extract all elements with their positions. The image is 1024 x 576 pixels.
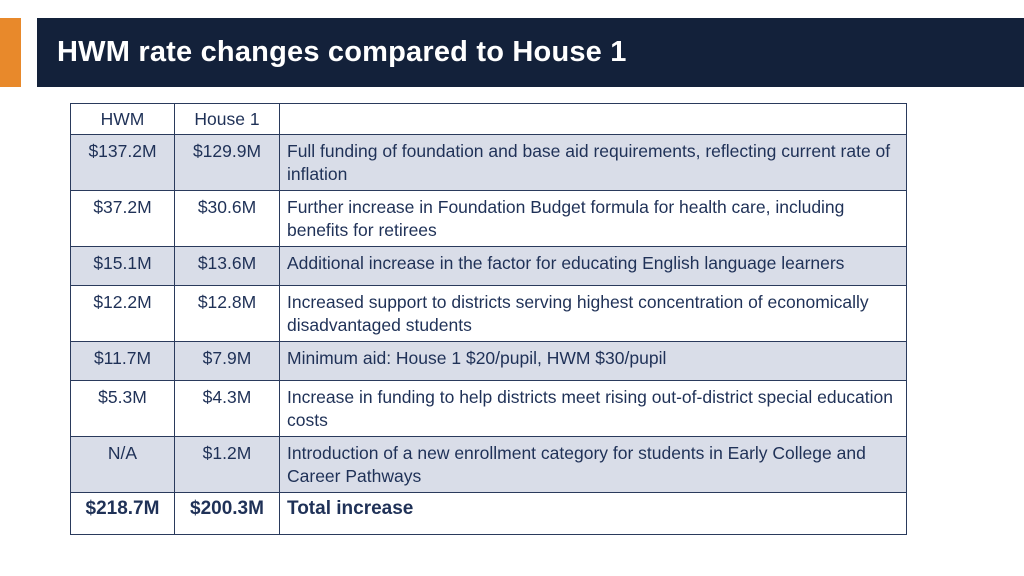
- hwm-cell: $37.2M: [71, 191, 175, 247]
- house-cell: $7.9M: [175, 342, 280, 381]
- hwm-cell: $137.2M: [71, 135, 175, 191]
- table-row: [71, 286, 907, 342]
- total-house-cell: $200.3M: [175, 493, 280, 535]
- column-header-house-1: House 1: [175, 104, 280, 135]
- house-cell: $1.2M: [175, 437, 280, 493]
- house-cell: $4.3M: [175, 381, 280, 437]
- page-title: HWM rate changes compared to House 1: [57, 36, 627, 68]
- hwm-cell: $12.2M: [71, 286, 175, 342]
- house-cell: $129.9M: [175, 135, 280, 191]
- description-cell: Minimum aid: House 1 $20/pupil, HWM $30/pupil: [280, 342, 907, 381]
- house-cell: $13.6M: [175, 247, 280, 286]
- column-header-hwm: HWM: [71, 104, 175, 135]
- house-cell: $30.6M: [175, 191, 280, 247]
- table-row: [71, 381, 907, 437]
- table-row: [71, 191, 907, 247]
- rate-changes-table: [70, 103, 907, 535]
- description-cell: Increase in funding to help districts meet rising out-of-district special education costs: [280, 381, 907, 437]
- hwm-cell: N/A: [71, 437, 175, 493]
- total-hwm-cell: $218.7M: [71, 493, 175, 535]
- column-header-description: [280, 104, 907, 135]
- house-cell: $12.8M: [175, 286, 280, 342]
- description-cell: Further increase in Foundation Budget formula for health care, including benefits for retirees: [280, 191, 907, 247]
- table-header-row: [71, 104, 907, 135]
- hwm-cell: $15.1M: [71, 247, 175, 286]
- table-row: [71, 247, 907, 286]
- table-row: [71, 342, 907, 381]
- description-cell: Introduction of a new enrollment category for students in Early College and Career Pathways: [280, 437, 907, 493]
- table-row: [71, 437, 907, 493]
- title-bar: [37, 18, 1024, 87]
- description-cell: Full funding of foundation and base aid requirements, reflecting current rate of inflation: [280, 135, 907, 191]
- hwm-cell: $5.3M: [71, 381, 175, 437]
- hwm-cell: $11.7M: [71, 342, 175, 381]
- description-cell: Increased support to districts serving highest concentration of economically disadvantaged students: [280, 286, 907, 342]
- table-row: [71, 135, 907, 191]
- description-cell: Additional increase in the factor for educating English language learners: [280, 247, 907, 286]
- total-label-cell: Total increase: [280, 493, 907, 535]
- accent-bar: [0, 18, 21, 87]
- total-row: [71, 493, 907, 535]
